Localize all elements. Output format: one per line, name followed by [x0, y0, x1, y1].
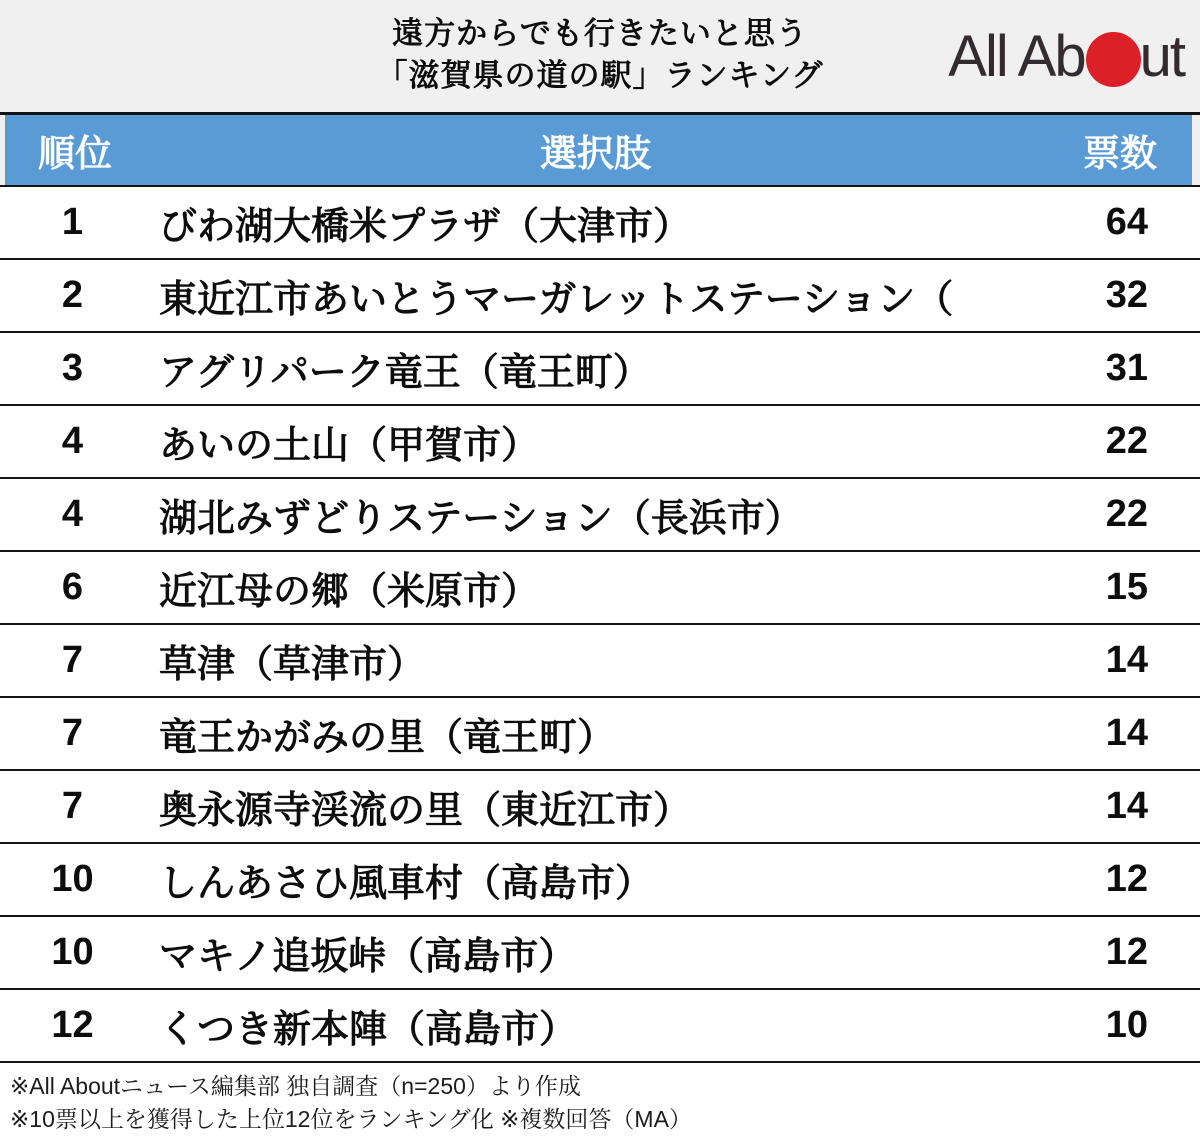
rank-cell: 4	[61, 493, 84, 535]
votes-cell: 22	[1105, 420, 1148, 462]
table-row	[0, 990, 1200, 1063]
votes-cell: 10	[1105, 1004, 1148, 1046]
header-band	[0, 0, 1200, 112]
station-name-cell: びわ湖大橋米プラザ（大津市）	[159, 206, 692, 248]
station-name-cell: アグリパーク竜王（竜王町）	[159, 352, 651, 394]
table-row	[0, 552, 1200, 625]
table-body	[0, 187, 1200, 1063]
logo-red-dot-icon	[1086, 32, 1141, 87]
votes-cell: 14	[1105, 712, 1148, 754]
votes-cell: 14	[1105, 639, 1148, 681]
rank-cell: 1	[61, 201, 84, 243]
page-title-line1: 遠方からでも行きたいと思う	[392, 16, 808, 51]
station-name-cell: しんあさひ風車村（高島市）	[159, 863, 654, 905]
votes-cell: 22	[1105, 493, 1148, 535]
votes-cell: 15	[1105, 566, 1148, 608]
footer-notes	[0, 1063, 1200, 1142]
votes-cell: 12	[1105, 931, 1148, 973]
table-row	[0, 406, 1200, 479]
votes-cell: 14	[1105, 785, 1148, 827]
table-row	[0, 333, 1200, 406]
rank-cell: 7	[61, 639, 84, 681]
table-row	[0, 479, 1200, 552]
station-name-cell: あいの土山（甲賀市）	[159, 425, 540, 467]
station-name-cell: マキノ追坂峠（高島市）	[159, 936, 577, 978]
station-name-cell: 草津（草津市）	[159, 644, 426, 686]
table-row	[0, 260, 1200, 333]
rank-cell: 12	[51, 1004, 94, 1046]
table-row	[0, 917, 1200, 990]
rank-cell: 2	[61, 274, 84, 316]
rank-cell: 7	[61, 712, 84, 754]
rank-cell: 10	[51, 858, 94, 900]
rank-cell: 7	[61, 785, 84, 827]
table-row	[0, 187, 1200, 260]
votes-cell: 31	[1105, 347, 1148, 389]
votes-cell: 64	[1105, 201, 1148, 243]
rank-cell: 10	[51, 931, 94, 973]
table-row	[0, 771, 1200, 844]
table-row	[0, 625, 1200, 698]
rank-cell: 3	[61, 347, 84, 389]
rank-cell: 6	[61, 566, 84, 608]
station-name-cell: 東近江市あいとうマーガレットステーション（	[159, 279, 954, 321]
table-header-row	[5, 115, 1192, 185]
column-header-rank: 順位	[38, 133, 112, 174]
votes-cell: 32	[1105, 274, 1148, 316]
table-row	[0, 844, 1200, 917]
station-name-cell: 湖北みずどりステーション（長浜市）	[159, 498, 803, 540]
footer-note-2: ※10票以上を獲得した上位12位をランキング化 ※複数回答（MA）	[10, 1106, 692, 1132]
station-name-cell: 近江母の郷（米原市）	[159, 571, 540, 613]
logo-text-right: ut	[1139, 23, 1184, 89]
station-name-cell: くつき新本陣（高島市）	[159, 1009, 578, 1051]
column-header-votes: 票数	[1083, 133, 1157, 174]
allabout-logo	[948, 20, 1184, 92]
station-name-cell: 竜王かがみの里（竜王町）	[159, 717, 616, 759]
votes-cell: 12	[1105, 858, 1148, 900]
table-row	[0, 698, 1200, 771]
footer-note-1: ※All Aboutニュース編集部 独自調査（n=250）より作成	[10, 1073, 581, 1099]
page-title-line2: 「滋賀県の道の駅」ランキング	[376, 58, 824, 93]
column-header-name: 選択肢	[540, 133, 651, 174]
logo-text-left: All Ab	[948, 23, 1085, 89]
station-name-cell: 奥永源寺渓流の里（東近江市）	[159, 790, 692, 832]
rank-cell: 4	[61, 420, 84, 462]
table-header-strip	[0, 112, 1200, 187]
